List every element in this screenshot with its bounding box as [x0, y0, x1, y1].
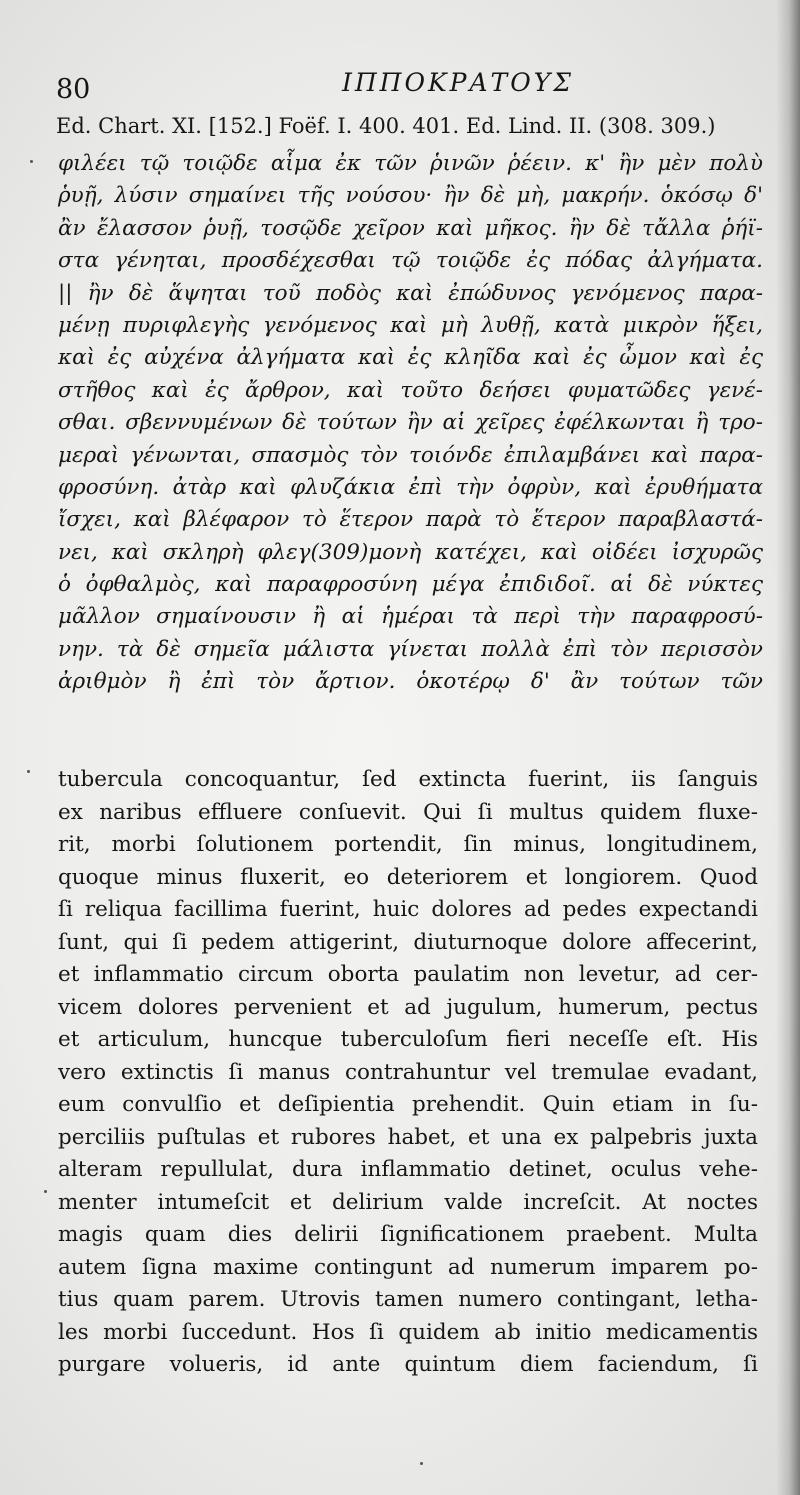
- page-header: [52, 60, 752, 110]
- greek-line: νει, καὶ σκληρὴ φλεγ(309)μονὴ κατέχει, καὶ οἰδέει ἰσχυρῶς: [58, 539, 763, 565]
- greek-line: ῥυῇ, λύσιν σημαίνει τῆς νούσου· ἢν δὲ μὴ, μακρήν. ὁκόσῳ δ': [58, 183, 763, 209]
- page-edge-shadow: [776, 0, 800, 1495]
- latin-line: tius quam parem. Utrovis tamen numero contingant, letha-: [58, 1287, 758, 1312]
- greek-line: καὶ ἐς αὐχένα ἀλγήματα καὶ ἐς κληῖδα καὶ ἐς ὦμον καὶ ἐς: [58, 345, 763, 371]
- latin-line: ſi reliqua facillima fuerint, huic dolores ad pedes expectandi: [58, 897, 758, 922]
- paper-speck: [420, 1462, 423, 1465]
- paper-speck: [44, 1190, 47, 1193]
- greek-line: || ἢν δὲ ἅψηται τοῦ ποδὸς καὶ ἐπώδυνος γενόμενος παρα-: [58, 280, 763, 306]
- paper-speck: [30, 160, 33, 163]
- greek-text-block: [58, 148, 763, 699]
- greek-line: μεραὶ γένωνται, σπασμὸς τὸν τοιόνδε ἐπιλαμβάνει καὶ παρα-: [58, 442, 763, 468]
- greek-line: σθαι. σβεννυμένων δὲ τούτων ἢν αἱ χεῖρες ἐφέλκωνται ἢ τρο-: [58, 410, 763, 436]
- greek-line: ὁ ὀφθαλμὸς, καὶ παραφροσύνη μέγα ἐπιδιδοῖ. αἱ δὲ νύκτες: [58, 572, 763, 598]
- latin-line: et articulum, huncque tuberculoſum fieri neceſſe eſt. His: [58, 1027, 758, 1052]
- greek-line: φροσύνη. ἀτὰρ καὶ φλυζάκια ἐπὶ τὴν ὀφρὺν, καὶ ἐρυθήματα: [58, 474, 763, 500]
- paper-speck: [27, 770, 30, 773]
- latin-line: autem ſigna maxime contingunt ad numerum imparem po-: [58, 1254, 758, 1280]
- latin-line: vicem dolores pervenient et ad jugulum, humerum, pectus: [58, 994, 758, 1020]
- latin-line: perciliis puſtulas et rubores habet, et una ex palpebris juxta: [58, 1124, 758, 1150]
- latin-line: magis quam dies delirii ſignificationem praebent. Multa: [58, 1222, 758, 1247]
- latin-line: tubercula concoquantur, ſed extincta fuerint, iis ſanguis: [58, 767, 758, 792]
- latin-line: ſunt, qui ſi pedem attigerint, diuturnoque dolore affecerint,: [58, 929, 758, 955]
- greek-line: μᾶλλον σημαίνουσιν ἢ αἱ ἡμέραι τὰ περὶ τὴν παραφροσύ-: [58, 604, 763, 630]
- latin-line: les morbi ſuccedunt. Hos ſi quidem ab initio medicamentis: [58, 1319, 758, 1345]
- latin-line: eum convulſio et deſipientia prehendit. Quin etiam in ſu-: [58, 1092, 758, 1117]
- edition-reference: Ed. Chart. XI. [152.] Foёf. I. 400. 401. Ed. Lind. II. (308. 309.): [56, 114, 716, 138]
- page-number: 80: [56, 74, 91, 105]
- latin-line: vero extinctis ſi manus contrahuntur vel tremulae evadant,: [58, 1059, 758, 1085]
- greek-line: στῆθος καὶ ἐς ἄρθρον, καὶ τοῦτο δεήσει φυματῶδες γενέ-: [58, 377, 763, 403]
- greek-line: φιλέει τῷ τοιῷδε αἷμα ἐκ τῶν ῥινῶν ῥέειν. κ' ἢν μὲν πολὺ: [58, 151, 763, 176]
- greek-line: ἂν ἔλασσον ῥυῇ, τοσῷδε χεῖρον καὶ μῆκος. ἢν δὲ τἄλλα ῥήϊ-: [58, 215, 763, 241]
- latin-line: alteram repullulat, dura inflammatio detinet, oculus vehe-: [58, 1157, 758, 1182]
- greek-line: ἴσχει, καὶ βλέφαρον τὸ ἕτερον παρὰ τὸ ἕτερον παραβλαστά-: [58, 507, 763, 533]
- greek-line: νην. τὰ δὲ σημεῖα μάλιστα γίνεται πολλὰ ἐπὶ τὸν περισσὸν: [58, 636, 763, 662]
- latin-line: ex naribus effluere conſuevit. Qui ſi multus quidem fluxe-: [58, 799, 758, 825]
- greek-line: μένῃ πυριφλεγὴς γενόμενος καὶ μὴ λυθῇ, κατὰ μικρὸν ἥξει,: [58, 312, 763, 338]
- latin-line: et inflammatio circum oborta paulatim non levetur, ad cer-: [58, 962, 758, 987]
- latin-line: purgare volueris, id ante quintum diem faciendum, ſi: [58, 1352, 758, 1377]
- greek-line: στα γένηται, προσδέχεσθαι τῷ τοιῷδε ἐς πόδας ἀλγήματα.: [58, 248, 763, 274]
- latin-text-block: [58, 764, 758, 1382]
- running-title: ΙΠΠΟΚΡΑΤΟΥΣ: [342, 68, 574, 97]
- latin-line: rit, morbi ſolutionem portendit, ſin minus, longitudinem,: [58, 832, 758, 857]
- latin-line: menter intumeſcit et delirium valde increſcit. At noctes: [58, 1189, 758, 1215]
- latin-line: quoque minus fluxerit, eo deteriorem et longiorem. Quod: [58, 864, 758, 890]
- greek-line: ἀριθμὸν ἢ ἐπὶ τὸν ἄρτιον. ὁκοτέρῳ δ' ἂν τούτων τῶν: [58, 669, 763, 695]
